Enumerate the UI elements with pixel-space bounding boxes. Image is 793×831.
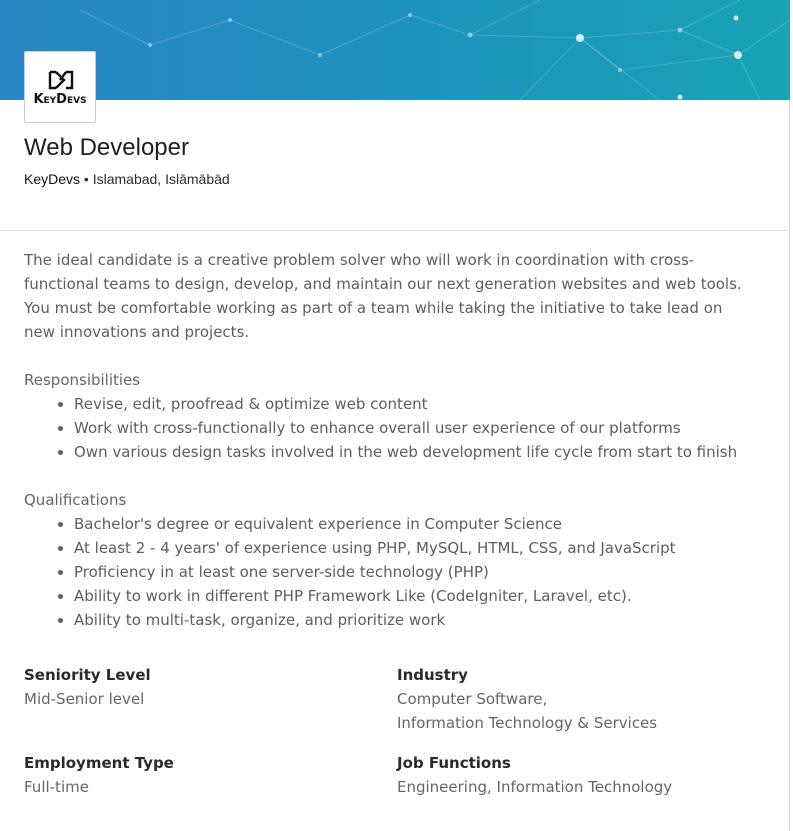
seniority-value: Mid-Senior level: [24, 690, 145, 708]
separator-dot: •: [83, 171, 89, 187]
list-item: • Revise, edit, proofread & optimize web content: [74, 392, 754, 416]
industry-value-line2: Information Technology & Services: [397, 714, 658, 732]
industry-label: Industry: [397, 666, 468, 684]
list-item: • Bachelor's degree or equivalent experience in Computer Science: [74, 512, 754, 536]
employment-criterion: [24, 751, 364, 799]
list-item: • Ability to work in different PHP Framework Like (CodeIgniter, Laravel, etc).: [74, 584, 754, 608]
responsibilities-heading: Responsibilities: [24, 371, 141, 389]
description-text: The ideal candidate is a creative problem solver who will work in coordination with cross-functional teams to design, develop, and maintain our next generation websites and web tools. You must be comfortable working as part of a team while taking the initiative to take lead on new innovations and projects.: [24, 251, 742, 341]
list-item: • At least 2 - 4 years' of experience using PHP, MySQL, HTML, CSS, and JavaScript: [74, 536, 754, 560]
job-location: Islamabad, Islāmābād: [92, 171, 230, 187]
functions-criterion: [397, 751, 737, 799]
list-item: • Own various design tasks involved in the web development life cycle from start to finish: [74, 440, 754, 464]
qualifications-heading: Qualifications: [24, 491, 127, 509]
industry-value-line1: Computer Software,: [397, 690, 548, 708]
seniority-criterion: [24, 663, 364, 711]
company-location-line: [24, 171, 230, 187]
cover-banner: [0, 0, 790, 100]
network-pattern: [0, 0, 790, 100]
job-description: [24, 248, 754, 632]
employment-value: Full-time: [24, 778, 89, 796]
qualifications-list: [24, 512, 754, 632]
company-name[interactable]: KeyDevs: [24, 171, 81, 187]
section-divider: [0, 230, 790, 231]
keydevs-logo-icon: [47, 70, 75, 90]
list-item: • Ability to multi-task, organize, and prioritize work: [74, 608, 754, 632]
logo-word: KeyDevs: [33, 92, 87, 107]
company-logo[interactable]: [24, 51, 96, 123]
seniority-label: Seniority Level: [24, 666, 151, 684]
functions-value: Engineering, Information Technology: [397, 778, 673, 796]
list-item: • Work with cross-functionally to enhance overall user experience of our platforms: [74, 416, 754, 440]
employment-label: Employment Type: [24, 754, 174, 772]
list-item: • Proficiency in at least one server-side technology (PHP): [74, 560, 754, 584]
job-title: Web Developer: [24, 134, 189, 161]
company-logo-text: [25, 92, 95, 107]
responsibilities-list: [24, 392, 754, 464]
industry-criterion: [397, 663, 737, 735]
functions-label: Job Functions: [397, 754, 511, 772]
